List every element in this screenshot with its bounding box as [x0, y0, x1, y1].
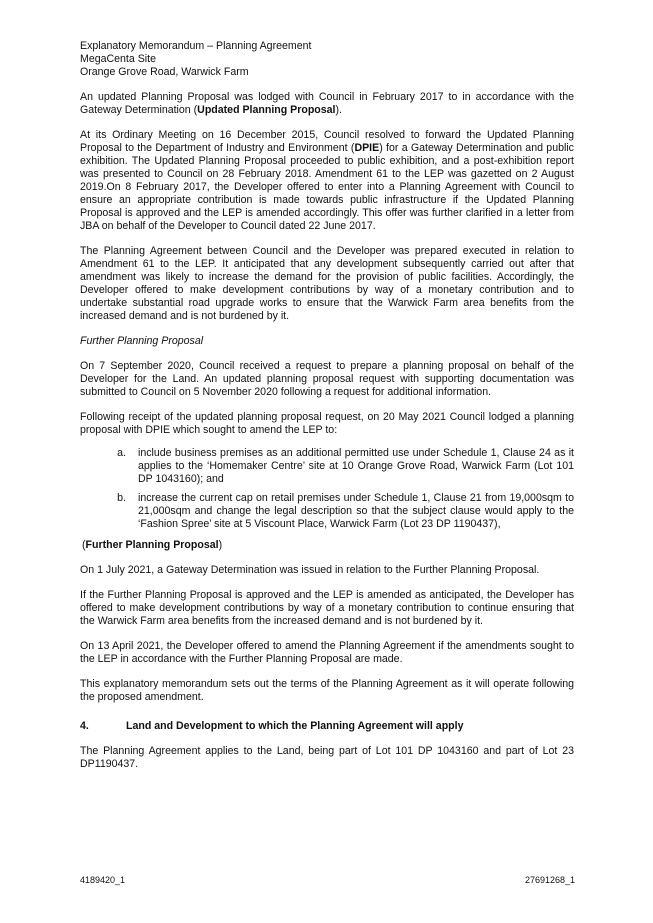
section-title: Land and Development to which the Planning Agreement will apply: [126, 720, 464, 732]
defined-term-further-planning-proposal: (Further Planning Proposal): [82, 539, 223, 551]
list-item-text: increase the current cap on retail premises under Schedule 1, Clause 21 from 19,000sqm to 21,000sqm and change the legal description so that the subject clause would apply to the ‘Fashion Spree’ site at 5 Viscount Place, Warwick Farm (Lot 23 DP 1190437),: [138, 492, 574, 530]
list-item: [80, 447, 574, 486]
defined-term-updated-planning-proposal: Updated Planning Proposal: [197, 104, 336, 116]
footer-doc-id-left: 4189420_1: [80, 875, 126, 885]
list-item: [80, 492, 574, 531]
header-title: Explanatory Memorandum – Planning Agreement: [80, 40, 312, 52]
header-address: Orange Grove Road, Warwick Farm: [80, 66, 249, 78]
header-site: MegaCenta Site: [80, 53, 156, 65]
document-header: [80, 40, 311, 79]
paragraph-ordinary-meeting: At its Ordinary Meeting on 16 December 2015, Council resolved to forward the Updated Planning Proposal to the Department of Industry and Environment (DPIE) for a Gateway Determination and public exhibition. The Updated Planning Proposal proceeded to public exhibition, and a post-exhibition report was presented to Council on 28 February 2018. Amendment 61 to the LEP was gazetted on 2 August 2019.On 8 February 2017, the Developer offered to enter into a Planning Agreement with Council to ensure an appropriate contribution is made towards public infrastructure if the Updated Planning Proposal is approved and the LEP is amended accordingly. This offer was further clarified in a letter from JBA on behalf of the Developer to Council dated 22 June 2017.: [80, 129, 574, 232]
paragraph-planning-agreement: The Planning Agreement between Council and the Developer was prepared executed in relation to Amendment 61 to the LEP. It anticipated that any development subsequently carried out after that amendment was likely to increase the demand for the provision of public facilities. Accordingly, the Developer offered to make development contributions by way of a monetary contribution and to undertake substantial road upgrade works to ensure that the Warwick Farm area benefits from the increased demand and is not burdened by it.: [80, 245, 574, 322]
section-heading-4: [80, 720, 574, 733]
list-item-label: a.: [117, 447, 126, 459]
document-body: [80, 91, 574, 783]
subheading-further-planning-proposal: Further Planning Proposal: [80, 335, 204, 347]
defined-term-dpie: DPIE: [354, 142, 380, 154]
footer-doc-id-right: 27691268_1: [524, 875, 575, 885]
paragraph-memorandum-terms: This explanatory memorandum sets out the terms of the Planning Agreement as it will operate following the proposed amendment.: [80, 678, 574, 703]
list-item-label: b.: [117, 492, 126, 504]
paragraph-if-approved: If the Further Planning Proposal is approved and the LEP is amended as anticipated, the Developer has offered to make development contributions by way of a monetary contribution to continue ensuring that the Warwick Farm area benefits from the increased demand and is not burdened by it.: [80, 589, 574, 627]
section-number: 4.: [80, 720, 89, 732]
amendment-list: [80, 447, 574, 531]
paragraph-request: On 7 September 2020, Council received a request to prepare a planning proposal on behalf of the Developer for the Land. An updated planning proposal request with supporting documentation was submitted to Council on 5 November 2020 following a request for additional information.: [80, 360, 574, 398]
paragraph-offer-amend: On 13 April 2021, the Developer offered to amend the Planning Agreement if the amendments sought to the LEP in accordance with the Further Planning Proposal are made.: [80, 640, 574, 665]
paragraph-land: The Planning Agreement applies to the Land, being part of Lot 101 DP 1043160 and part of Lot 23 DP1190437.: [80, 745, 574, 770]
paragraph-gateway: On 1 July 2021, a Gateway Determination was issued in relation to the Further Planning Proposal.: [80, 564, 540, 576]
list-item-text: include business premises as an additional permitted use under Schedule 1, Clause 24 as it applies to the ‘Homemaker Centre’ site at 10 Orange Grove Road, Warwick Farm (Lot 101 DP 1043160); and: [138, 447, 574, 485]
paragraph-updated-proposal: An updated Planning Proposal was lodged with Council in February 2017 to in accordance with the Gateway Determination (Updated Planning Proposal).: [80, 91, 574, 116]
paragraph-following-receipt: Following receipt of the updated planning proposal request, on 20 May 2021 Council lodged a planning proposal with DPIE which sought to amend the LEP to:: [80, 411, 574, 436]
